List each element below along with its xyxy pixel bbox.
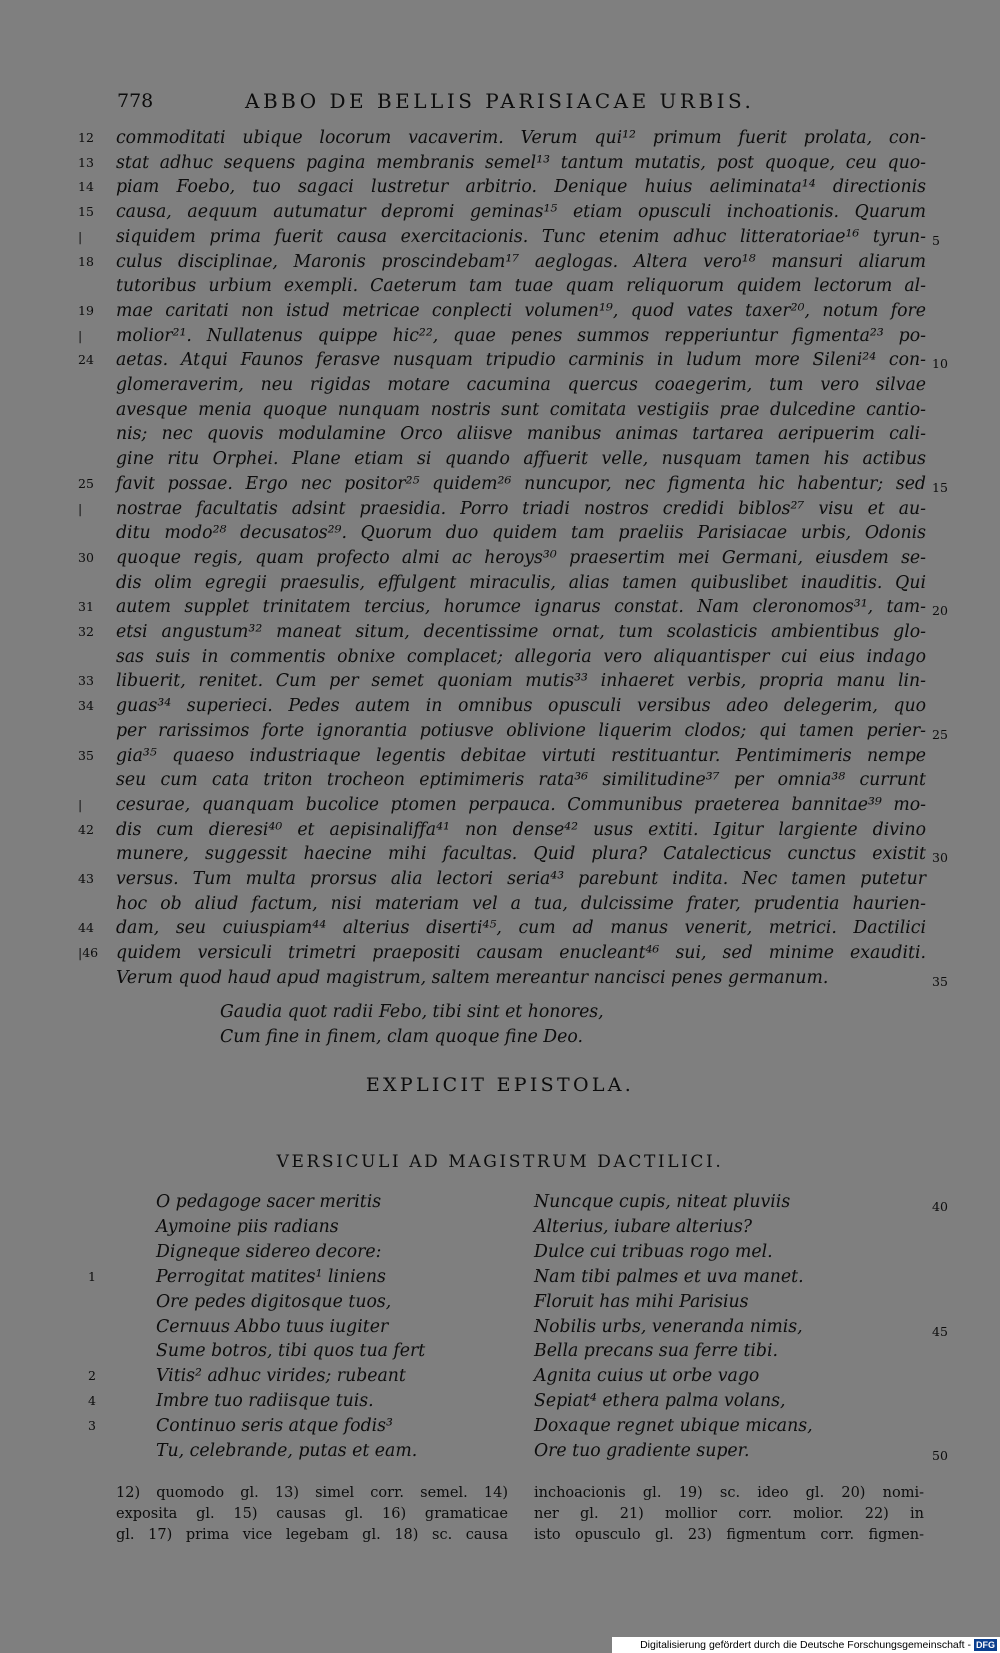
verse-line: Nam tibi palmes et uva manet. <box>534 1267 804 1287</box>
text-line: hoc ob aliud factum, nisi materiam vel a tua, dulcissime frater, prudentia haurien- <box>116 894 926 914</box>
text-line: munere, suggessit haecine mihi facultas. Quid plura? Catalecticus cunctus existit <box>116 844 926 864</box>
source-line-marker: 18 <box>78 254 94 269</box>
source-line-marker: 15 <box>78 204 94 219</box>
source-line-marker: 34 <box>78 698 94 713</box>
line-number: 50 <box>932 1448 948 1463</box>
verse-line: Vitis² adhuc virides; rubeant <box>156 1366 406 1386</box>
source-line-marker: 24 <box>78 352 94 367</box>
verse-line: Alterius, iubare alterius? <box>534 1217 753 1237</box>
text-line: libuerit, renitet. Cum per semet quoniam mutis³³ inhaeret verbis, propria manu lin- <box>116 671 926 691</box>
text-line: culus disciplinae, Maronis proscindebam¹⁷ aeglogas. Altera vero¹⁸ mansuri aliarum <box>116 252 926 272</box>
text-line: nostrae facultatis adsint praesidia. Porro triadi nostros credidi biblos²⁷ visu et au- <box>116 499 926 519</box>
explicit-heading: EXPLICIT EPISTOLA. <box>365 1074 635 1096</box>
verse-line: Bella precans sua ferre tibi. <box>534 1341 779 1361</box>
source-line-marker: 4 <box>88 1393 96 1408</box>
footnote-line: 12) quomodo gl. 13) simel corr. semel. 14) <box>116 1485 508 1501</box>
text-line: ditu modo²⁸ decusatos²⁹. Quorum duo quidem tam praeliis Parisiacae urbis, Odonis <box>116 523 926 543</box>
verse-line: Dulce cui tribuas rogo mel. <box>534 1242 773 1262</box>
source-line-marker: 31 <box>78 599 94 614</box>
line-number: 35 <box>932 974 948 989</box>
source-line-marker: | <box>78 797 83 812</box>
footnote-line: isto opusculo gl. 23) figmentum corr. figmen- <box>534 1527 924 1543</box>
verse-line: Ore pedes digitosque tuos, <box>156 1292 392 1312</box>
verse-line: Sepiat⁴ ethera palma volans, <box>534 1391 786 1411</box>
verse-line: O pedagoge sacer meritis <box>156 1192 382 1212</box>
text-line: avesque menia quoque nunquam nostris sunt comitata vestigiis prae dulcedine cantio- <box>116 400 926 420</box>
line-number: 40 <box>932 1199 948 1214</box>
text-line: cesurae, quanquam bucolice ptomen perpauca. Communibus praeterea bannitae³⁹ mo- <box>116 795 926 815</box>
text-line: causa, aequum autumatur depromi geminas¹⁵ etiam opusculi inchoationis. Quarum <box>116 202 926 222</box>
verse-line: Perrogitat matites¹ liniens <box>156 1267 386 1287</box>
verse-line: Floruit has mihi Parisius <box>534 1292 749 1312</box>
source-line-marker: |46 <box>78 945 99 960</box>
verse-line: Imbre tuo radiisque tuis. <box>156 1391 374 1411</box>
source-line-marker: 3 <box>88 1418 96 1433</box>
verse-line: Agnita cuius ut orbe vago <box>534 1366 760 1386</box>
source-line-marker: 2 <box>88 1368 96 1383</box>
dfg-logo: DFG <box>976 1640 995 1650</box>
source-line-marker: 44 <box>78 920 94 935</box>
line-number: 20 <box>932 603 948 618</box>
source-line-marker: | <box>78 501 83 516</box>
source-line-marker: 25 <box>78 476 94 491</box>
text-line: siquidem prima fuerit causa exercitacionis. Tunc etenim adhuc litteratoriae¹⁶ tyrun- <box>116 227 926 247</box>
line-number: 10 <box>932 356 948 371</box>
footnote-line: gl. 17) prima vice legebam gl. 18) sc. causa <box>116 1527 508 1543</box>
source-line-marker: 1 <box>88 1269 96 1284</box>
verse-line: Ore tuo gradiente super. <box>534 1441 750 1461</box>
text-line: quoque regis, quam profecto almi ac heroys³⁰ praesertim mei Germani, eiusdem se- <box>116 548 926 568</box>
verse-line: Tu, celebrande, putas et eam. <box>156 1441 418 1461</box>
verse-line: Nuncque cupis, niteat pluviis <box>534 1192 791 1212</box>
line-number: 45 <box>932 1324 948 1339</box>
credit-text: Digitalisierung gefördert durch die Deutsche Forschungsgemeinschaft - <box>640 1639 971 1651</box>
verse-line: Cernuus Abbo tuus iugiter <box>156 1317 389 1337</box>
source-line-marker: 32 <box>78 624 94 639</box>
line-number: 30 <box>932 850 948 865</box>
source-line-marker: | <box>78 229 83 244</box>
digitization-credit <box>612 1637 1000 1653</box>
source-line-marker: 19 <box>78 303 94 318</box>
text-line: sas suis in commentis obnixe complacet; allegoria vero aliquantisper cui eius indago <box>116 647 926 667</box>
text-line: mae caritati non istud metricae conplecti volumen¹⁹, quod vates taxer²⁰, notum fore <box>116 301 926 321</box>
line-number: 25 <box>932 727 948 742</box>
page-number: 778 <box>117 90 154 112</box>
text-line: gia³⁵ quaeso industriaque legentis debitae virtuti restituantur. Pentimimeris nempe <box>116 746 926 766</box>
text-line: dis olim egregii praesulis, effulgent miraculis, alias tamen quibuslibet inauditis. Qui <box>116 573 926 593</box>
text-line: favit possae. Ergo nec positor²⁵ quidem²⁶ nuncupor, nec figmenta hic habentur; sed <box>116 474 926 494</box>
footnote-line: inchoacionis gl. 19) sc. ideo gl. 20) nomi- <box>534 1485 924 1501</box>
source-line-marker: 42 <box>78 822 94 837</box>
text-line: gine ritu Orphei. Plane etiam si quando affuerit velle, nusquam tamen his actibus <box>116 449 926 469</box>
source-line-marker: | <box>78 328 83 343</box>
text-line: guas³⁴ superieci. Pedes autem in omnibus opusculi versibus adeo delegerim, quo <box>116 696 926 716</box>
footnote-line: ner gl. 21) mollior corr. molior. 22) in <box>534 1506 924 1522</box>
running-head: ABBO DE BELLIS PARISIACAE URBIS. <box>245 89 755 113</box>
source-line-marker: 33 <box>78 673 94 688</box>
source-line-marker: 14 <box>78 179 94 194</box>
verse-line: Aymoine piis radians <box>156 1217 339 1237</box>
envoi-line: Cum fine in finem, clam quoque fine Deo. <box>220 1027 583 1047</box>
text-line: Verum quod haud apud magistrum, saltem mereantur nancisci penes germanum. <box>116 968 829 988</box>
text-line: nis; nec quovis modulamine Orco aliisve manibus animas tartarea aeripuerim cali- <box>116 424 926 444</box>
text-line: commoditati ubique locorum vacaverim. Verum qui¹² primum fuerit prolata, con- <box>116 128 926 148</box>
text-line: seu cum cata triton trocheon eptimimeris rata³⁶ similitudine³⁷ per omnia³⁸ currunt <box>116 770 926 790</box>
verse-line: Continuo seris atque fodis³ <box>156 1416 393 1436</box>
footnote-line: exposita gl. 15) causas gl. 16) gramaticae <box>116 1506 508 1522</box>
envoi-line: Gaudia quot radii Febo, tibi sint et honores, <box>220 1002 604 1022</box>
text-line: versus. Tum multa prorsus alia lectori seria⁴³ parebunt indita. Nec tamen putetur <box>116 869 926 889</box>
source-line-marker: 12 <box>78 130 94 145</box>
text-line: etsi angustum³² maneat situm, decentissime ornat, tum scolasticis ambientibus glo- <box>116 622 926 642</box>
text-line: stat adhuc sequens pagina membranis semel¹³ tantum mutatis, post quoque, ceu quo- <box>116 153 926 173</box>
text-line: tutoribus urbium exempli. Caeterum tam tuae quam reliquorum quidem lectorum al- <box>116 276 926 296</box>
text-line: molior²¹. Nullatenus quippe hic²², quae penes summos repperiuntur figmenta²³ po- <box>116 326 926 346</box>
verses-title: VERSICULI AD MAGISTRUM DACTILICI. <box>276 1152 724 1172</box>
line-number: 15 <box>932 480 948 495</box>
text-line: dis cum dieresi⁴⁰ et aepisinaliffa⁴¹ non dense⁴² usus extiti. Igitur largiente divino <box>116 820 926 840</box>
text-line: glomeraverim, neu rigidas motare cacumina quercus coaegerim, tum vero silvae <box>116 375 926 395</box>
verse-line: Doxaque regnet ubique micans, <box>534 1416 813 1436</box>
text-line: autem supplet trinitatem tercius, horumce ignarus constat. Nam cleronomos³¹, tam- <box>116 597 926 617</box>
source-line-marker: 43 <box>78 871 94 886</box>
text-line: per rarissimos forte ignorantia potiusve oblivione liquerim clodos; qui tamen perier- <box>116 721 926 741</box>
line-number: 5 <box>932 233 940 248</box>
verse-line: Nobilis urbs, veneranda nimis, <box>534 1317 803 1337</box>
source-line-marker: 30 <box>78 550 94 565</box>
text-line: aetas. Atqui Faunos ferasve nusquam tripudio carminis in ludum more Sileni²⁴ con- <box>116 350 926 370</box>
source-line-marker: 35 <box>78 748 94 763</box>
verse-line: Sume botros, tibi quos tua fert <box>156 1341 426 1361</box>
source-line-marker: 13 <box>78 155 94 170</box>
text-line: quidem versiculi trimetri praepositi causam enucleant⁴⁶ sui, sed minime exauditi. <box>116 943 926 963</box>
text-line: dam, seu cuiuspiam⁴⁴ alterius diserti⁴⁵, cum ad manus venerit, metrici. Dactilici <box>116 918 926 938</box>
text-line: piam Foebo, tuo sagaci lustretur arbitrio. Denique huius aeliminata¹⁴ directionis <box>116 177 926 197</box>
verse-line: Digneque sidereo decore: <box>156 1242 382 1262</box>
